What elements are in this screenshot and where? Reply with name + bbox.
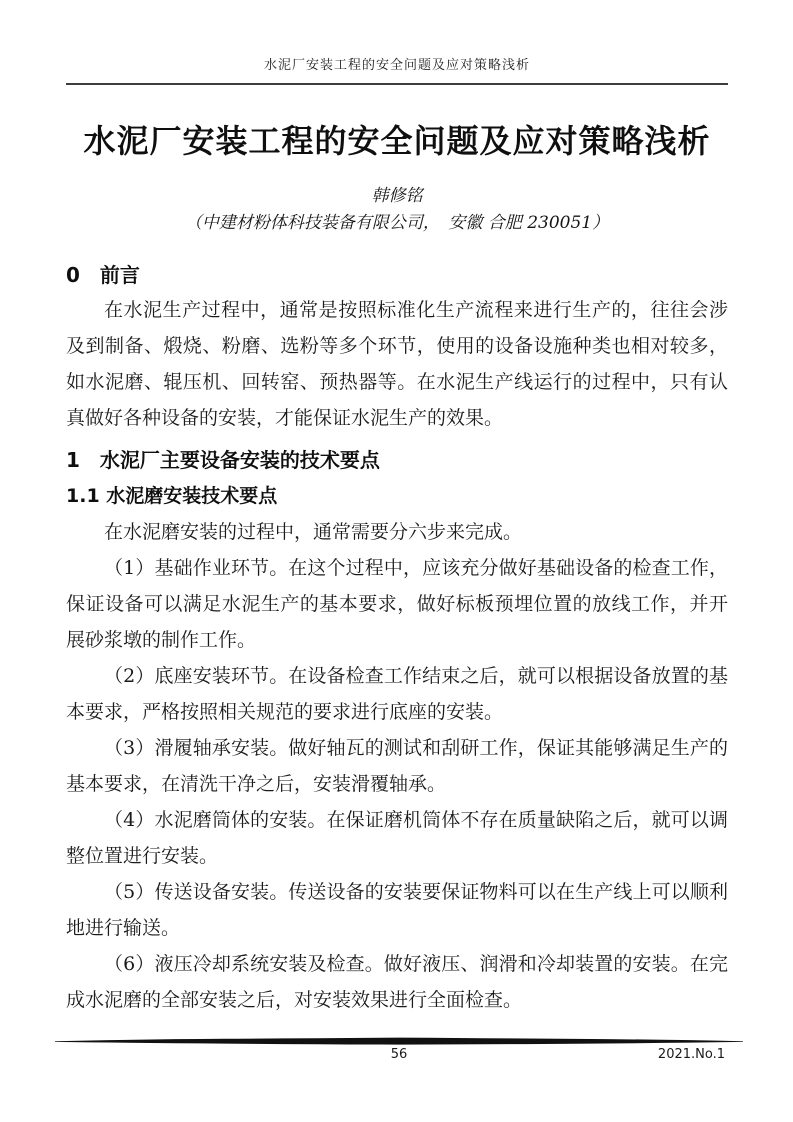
preface-paragraph: 在水泥生产过程中，通常是按照标准化生产流程来进行生产的，往往会涉及到制备、煅烧、粉磨、选粉等多个环节，使用的设备设施种类也相对较多，如水泥磨、辊压机、回转窑、预热器等。在水泥生产线运行的过程中，只有认真做好各种设备的安装，才能保证水泥生产的效果。 — [66, 299, 728, 430]
article-title: 水泥厂安装工程的安全问题及应对策略浅析 — [83, 122, 711, 160]
footer-text-row — [55, 1047, 743, 1065]
step-paragraph-6: （6）液压冷却系统安装及检查。做好液压、润滑和冷却装置的安装。在完成水泥磨的全部安装之后，对安装效果进行全面检查。 — [66, 953, 728, 1012]
section-heading-preface: 0 前言 — [66, 263, 140, 288]
header-rule-divider — [66, 83, 728, 85]
step-paragraph-2: （2）底座安装环节。在设备检查工作结束之后，就可以根据设备放置的基本要求，严格按照相关规范的要求进行底座的安装。 — [66, 665, 728, 724]
footer-decorative-bar — [55, 1036, 743, 1046]
author-name: 韩修铭 — [371, 186, 423, 207]
author-affiliation: （中建材粉体科技装备有限公司， 安徽 合肥 230051） — [184, 213, 610, 234]
step-paragraph-3: （3）滑履轴承安装。做好轴瓦的测试和刮研工作，保证其能够满足生产的基本要求，在清洗干净之后，安装滑覆轴承。 — [66, 737, 728, 796]
page-number: 56 — [390, 1047, 408, 1062]
step-paragraph-1: （1）基础作业环节。在这个过程中，应该充分做好基础设备的检查工作，保证设备可以满足水泥生产的基本要求，做好标板预埋位置的放线工作，并开展砂浆墩的制作工作。 — [66, 557, 728, 652]
issue-label: 2021.No.1 — [657, 1047, 725, 1062]
step-paragraph-5: （5）传送设备安装。传送设备的安装要保证物料可以在生产线上可以顺利地进行输送。 — [66, 881, 728, 940]
section-heading-1-1: 1.1 水泥磨安装技术要点 — [66, 485, 278, 508]
section-heading-1: 1 水泥厂主要设备安装的技术要点 — [66, 448, 380, 473]
running-head: 水泥厂安装工程的安全问题及应对策略浅析 — [263, 58, 530, 73]
section-1-1-intro-paragraph: 在水泥磨安装的过程中，通常需要分六步来完成。 — [104, 521, 523, 544]
page-footer — [55, 1036, 743, 1065]
step-paragraph-4: （4）水泥磨筒体的安装。在保证磨机筒体不存在质量缺陷之后，就可以调整位置进行安装。 — [66, 809, 728, 868]
